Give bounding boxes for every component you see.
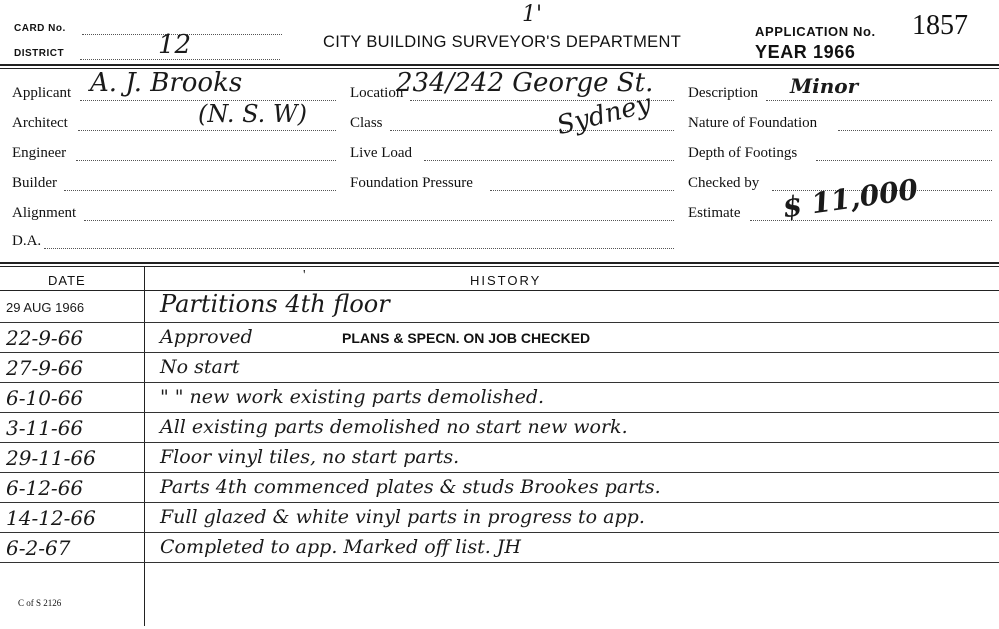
history-header-rule: [0, 290, 999, 291]
header-tick-mark: ': [303, 268, 306, 283]
date-column-header: DATE: [48, 273, 86, 288]
history-row-rule: [0, 502, 999, 503]
alignment-line: [84, 220, 674, 221]
history-rule-top: [0, 262, 999, 264]
depth-of-footings-line: [816, 160, 992, 161]
history-row-entry: All existing parts demolished no start new work.: [160, 416, 628, 438]
year-label: YEAR 1966: [755, 42, 856, 62]
history-row-entry: " " new work existing parts demolished.: [160, 386, 545, 408]
history-row-entry: Floor vinyl tiles, no start parts.: [160, 446, 460, 468]
top-mark: 1': [522, 2, 543, 27]
history-row-date: 27-9-66: [6, 356, 84, 380]
history-row-rule: [0, 532, 999, 533]
card-no-label: CARD No.: [14, 23, 66, 34]
history-row-rule: [0, 472, 999, 473]
history-row-rule: [0, 442, 999, 443]
estimate-value: $ 11,000: [780, 172, 921, 225]
header-rule: [0, 64, 999, 66]
applicant-label: Applicant: [12, 85, 72, 101]
history-row-entry: Parts 4th commenced plates & studs Brookes parts.: [160, 476, 661, 498]
nature-of-foundation-line: [838, 130, 992, 131]
district-label: DISTRICT: [14, 48, 65, 59]
history-row-entry: Partitions 4th floor: [160, 290, 390, 318]
history-row-rule: [0, 352, 999, 353]
history-row-entry: Completed to app. Marked off list. JH: [160, 536, 521, 558]
nature-of-foundation-label: Nature of Foundation: [688, 115, 818, 131]
location-label: Location: [350, 85, 404, 101]
class-line: [390, 130, 674, 131]
location-value: 234/242 George St.: [396, 68, 654, 98]
district-value: 12: [158, 30, 192, 60]
engineer-label: Engineer: [12, 145, 67, 161]
history-row-entry: Approved: [160, 326, 253, 348]
location-value-2: Sydney: [553, 88, 655, 142]
foundation-pressure-label: Foundation Pressure: [350, 175, 473, 191]
history-row-date: 3-11-66: [6, 416, 84, 440]
estimate-label: Estimate: [688, 205, 741, 221]
history-row-date: 29 AUG 1966: [6, 300, 85, 315]
architect-label: Architect: [12, 115, 68, 131]
builder-line: [64, 190, 336, 191]
da-line: [44, 248, 674, 249]
applicant-value-2: (N. S. W): [198, 100, 307, 128]
applicant-value: A. J. Brooks: [90, 68, 243, 98]
engineer-line: [76, 160, 336, 161]
da-label: D.A.: [12, 233, 42, 249]
history-row-date: 14-12-66: [6, 506, 96, 530]
application-number: 1857: [912, 10, 968, 41]
history-row-date: 6-10-66: [6, 386, 84, 410]
architect-line: [78, 130, 336, 131]
department-title: CITY BUILDING SURVEYOR'S DEPARTMENT: [323, 33, 682, 51]
application-label: APPLICATION No.: [755, 24, 876, 39]
history-row-rule: [0, 382, 999, 383]
history-row-rule: [0, 322, 999, 323]
live-load-label: Live Load: [350, 145, 413, 161]
alignment-label: Alignment: [12, 205, 77, 221]
history-row-stamp: PLANS & SPECN. ON JOB CHECKED: [342, 330, 591, 346]
description-label: Description: [688, 85, 758, 101]
depth-of-footings-label: Depth of Footings: [688, 145, 798, 161]
description-value: Minor: [790, 74, 859, 98]
class-label: Class: [350, 115, 383, 131]
history-row-entry: No start: [160, 356, 240, 378]
live-load-line: [424, 160, 674, 161]
history-row-date: 29-11-66: [6, 446, 96, 470]
history-column-header: HISTORY: [470, 273, 542, 288]
history-rule-top-thin: [0, 266, 999, 267]
foundation-pressure-line: [490, 190, 674, 191]
history-row-date: 6-12-66: [6, 476, 84, 500]
history-row-entry: Full glazed & white vinyl parts in progress to app.: [160, 506, 645, 528]
description-line: [766, 100, 992, 101]
date-divider: [144, 266, 145, 626]
history-row-rule: [0, 562, 999, 563]
history-row-rule: [0, 412, 999, 413]
history-row-date: 6-2-67: [6, 536, 71, 560]
form-code: C of S 2126: [18, 598, 62, 608]
history-row-date: 22-9-66: [6, 326, 84, 350]
checked-by-label: Checked by: [688, 175, 760, 191]
builder-label: Builder: [12, 175, 57, 191]
